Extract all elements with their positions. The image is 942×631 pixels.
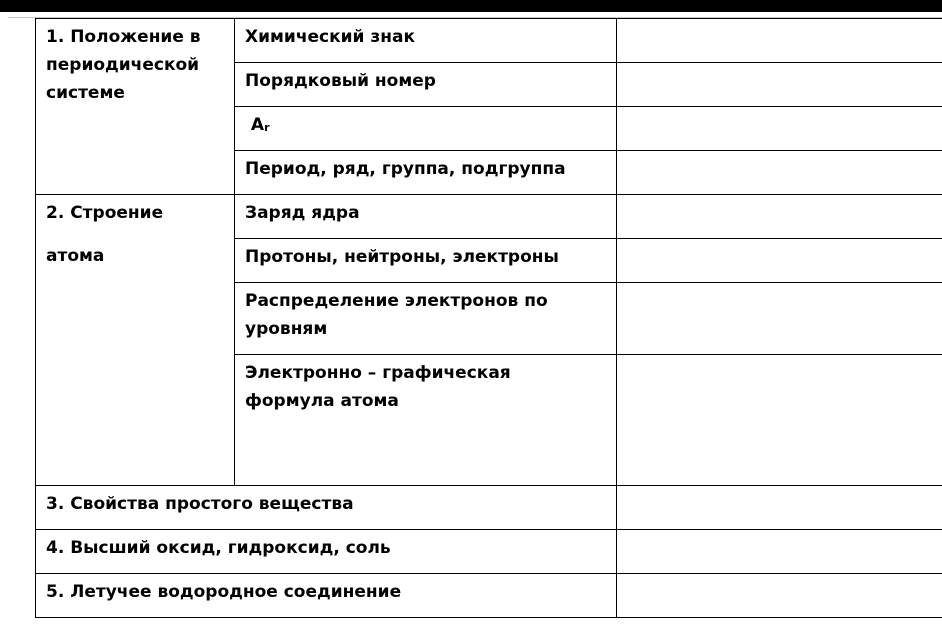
element-characteristics-table — [35, 18, 942, 618]
answer-cell[interactable] — [617, 63, 942, 107]
answer-cell[interactable] — [617, 486, 942, 530]
answer-cell[interactable] — [617, 355, 942, 486]
section-5-title: 5. Летучее водородное соединение — [36, 574, 617, 618]
answer-cell[interactable] — [617, 283, 942, 355]
section-2-title: 2. Строение атома — [36, 195, 235, 486]
answer-cell[interactable] — [617, 151, 942, 195]
table-row — [36, 19, 942, 63]
section-1-title: 1. Положение в периодической системе — [36, 19, 235, 195]
section-4-title: 4. Высший оксид, гидроксид, соль — [36, 530, 617, 574]
answer-cell[interactable] — [617, 530, 942, 574]
table-row — [36, 486, 942, 530]
ar-subscript: r — [264, 121, 270, 134]
answer-cell[interactable] — [617, 239, 942, 283]
row-label-relative-atomic-mass — [235, 107, 617, 151]
table-row — [36, 195, 942, 239]
table-row — [36, 574, 942, 618]
top-black-bar — [0, 0, 942, 12]
row-label-chemical-symbol: Химический знак — [235, 19, 617, 63]
table-row — [36, 530, 942, 574]
row-label-electron-graphic-formula: Электронно – графическая формула атома — [235, 355, 617, 486]
row-label-period-group: Период, ряд, группа, подгруппа — [235, 151, 617, 195]
row-label-nuclear-charge: Заряд ядра — [235, 195, 617, 239]
answer-cell[interactable] — [617, 19, 942, 63]
answer-cell[interactable] — [617, 574, 942, 618]
section-3-title: 3. Свойства простого вещества — [36, 486, 617, 530]
answer-cell[interactable] — [617, 195, 942, 239]
ar-symbol: A — [250, 115, 265, 135]
row-label-atomic-number: Порядковый номер — [235, 63, 617, 107]
row-label-electron-distribution: Распределение электронов по уровням — [235, 283, 617, 355]
answer-cell[interactable] — [617, 107, 942, 151]
row-label-particles: Протоны, нейтроны, электроны — [235, 239, 617, 283]
